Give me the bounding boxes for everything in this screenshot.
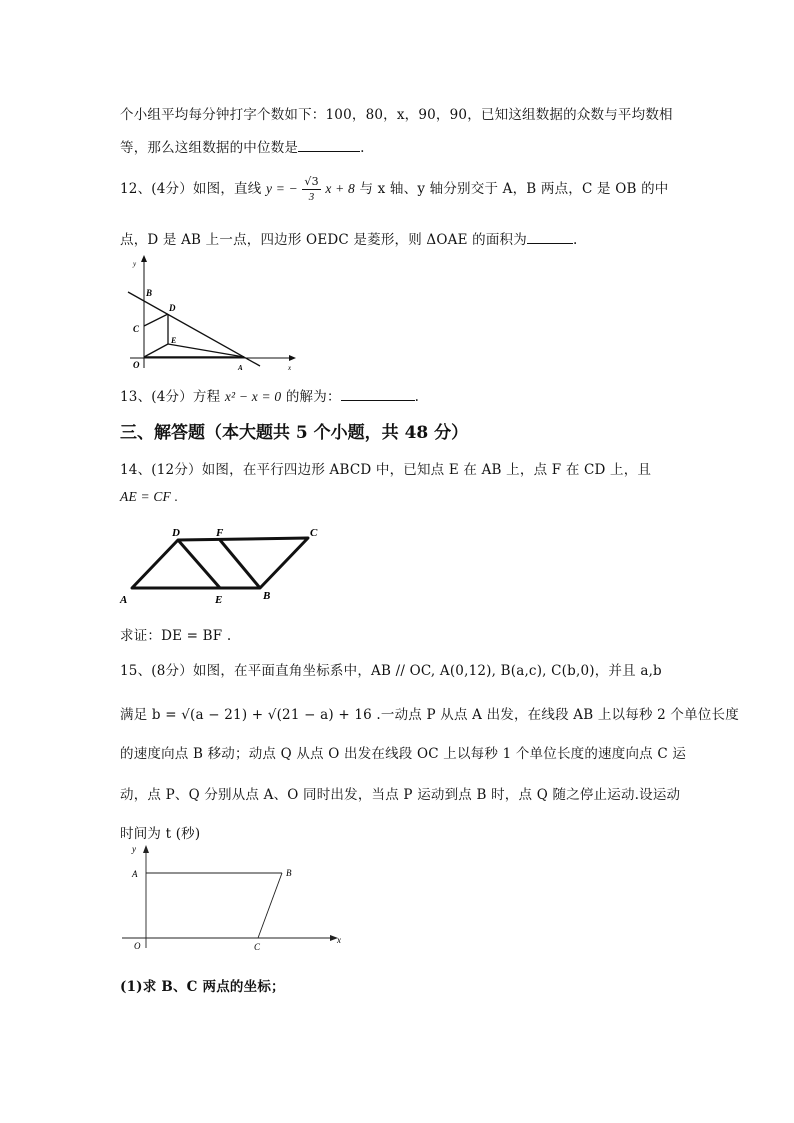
q12-equation-rest: x + 8	[325, 181, 355, 196]
q11-line2-suffix: .	[360, 140, 365, 156]
q12-label: 12、(4分）如图，直线	[120, 181, 262, 197]
q13-suffix-text: 的解为：	[285, 389, 341, 405]
q12-label-x: x	[288, 364, 292, 372]
q12-label-C: C	[133, 324, 140, 334]
q12-line1	[120, 175, 669, 204]
q12-y-arrow	[141, 255, 147, 262]
q11-line1: 个小组平均每分钟打字个数如下：100，80，x，90，90，已知这组数据的众数与平均数相	[120, 107, 673, 123]
q15-line2: 满足 b = √(a − 21) + √(21 − a) + 16 .一动点 P 从点 A 出发，在线段 AB 上以每秒 2 个单位长度	[120, 707, 739, 723]
q11-line2-prefix: 等，那么这组数据的中位数是	[120, 140, 299, 156]
q14-segment-FB	[220, 540, 260, 588]
q12-label-O: O	[133, 360, 140, 370]
q15-line5: 时间为 t (秒)	[120, 826, 201, 842]
q13-equation: x² − x = 0	[224, 389, 282, 404]
q15-label-O: O	[134, 941, 141, 951]
q12-line2	[120, 228, 577, 248]
q14-segment-DE	[178, 540, 220, 588]
q12-answer-blank	[527, 229, 573, 244]
q11-line2	[120, 136, 365, 156]
q15-label-B: B	[286, 868, 292, 878]
q14-label-A: A	[120, 594, 128, 606]
q13-line	[120, 385, 419, 405]
q14-parallelogram-ABCD	[132, 538, 308, 588]
q12-equation-y: y = −	[265, 181, 298, 196]
q14-line1: 14、(12分）如图，在平行四边形 ABCD 中，已知点 E 在 AB 上，点 F 在 CD 上，且	[120, 462, 652, 478]
q12-figure	[120, 252, 300, 374]
q14-label-F: F	[216, 527, 224, 539]
q15-segment-BC	[258, 873, 282, 938]
q12-fraction	[302, 175, 320, 204]
q15-line1: 15、(8分）如图，在平面直角坐标系中，AB // OC, A(0,12), B(a,c), C(b,0)，并且 a,b	[120, 663, 662, 679]
q14-label-D: D	[172, 527, 180, 539]
q15-line3: 的速度向点 B 移动；动点 Q 从点 O 出发在线段 OC 上以每秒 1 个单位长度的速度向点 C 运	[120, 746, 687, 762]
q14-label-B: B	[263, 590, 271, 602]
section-3-heading: 三、解答题（本大题共 5 个小题，共 48 分）	[120, 423, 469, 443]
q13-end: .	[414, 389, 420, 405]
q15-y-arrow	[143, 845, 149, 853]
q12-line2-suffix: .	[572, 232, 578, 248]
q14-label-E: E	[215, 594, 223, 606]
q15-figure	[118, 842, 348, 954]
q14-label-C: C	[310, 527, 318, 539]
q13-prefix: 13、(4分）方程	[120, 389, 221, 405]
q12-label-A: A	[238, 364, 243, 372]
q12-label-D: D	[169, 303, 176, 313]
q13-answer-blank	[341, 386, 415, 401]
q12-fraction-numerator: √3	[304, 175, 319, 188]
q14-line2: AE = CF .	[120, 489, 179, 504]
q12-line2-prefix: 点，D 是 AB 上一点，四边形 OEDC 是菱形，则 ΔOAE 的面积为	[120, 232, 527, 248]
q14-figure	[118, 524, 328, 606]
q12-label-E: E	[171, 336, 177, 345]
q15-label-y: y	[132, 844, 136, 854]
q12-segment-CD	[144, 314, 168, 326]
q15-line4: 动，点 P、Q 分别从点 A、O 同时出发，当点 P 运动到点 B 时，点 Q 随之停止运动.设运动	[120, 787, 681, 803]
q12-label-y: y	[133, 260, 137, 268]
q15-label-C: C	[254, 942, 261, 952]
q12-segment-EO	[144, 344, 168, 357]
q12-text-after-eq: 与 x 轴、y 轴分别交于 A，B 两点，C 是 OB 的中	[359, 181, 669, 197]
q12-x-arrow	[289, 355, 296, 361]
q15-sub1: (1)求 B、C 两点的坐标；	[120, 979, 285, 995]
q12-label-B: B	[146, 288, 153, 298]
q14-prove: 求证：DE = BF .	[120, 628, 232, 644]
q15-label-A: A	[132, 869, 138, 879]
q11-answer-blank	[298, 137, 360, 152]
q15-label-x: x	[337, 935, 341, 945]
q12-fraction-denominator: 3	[308, 191, 315, 203]
